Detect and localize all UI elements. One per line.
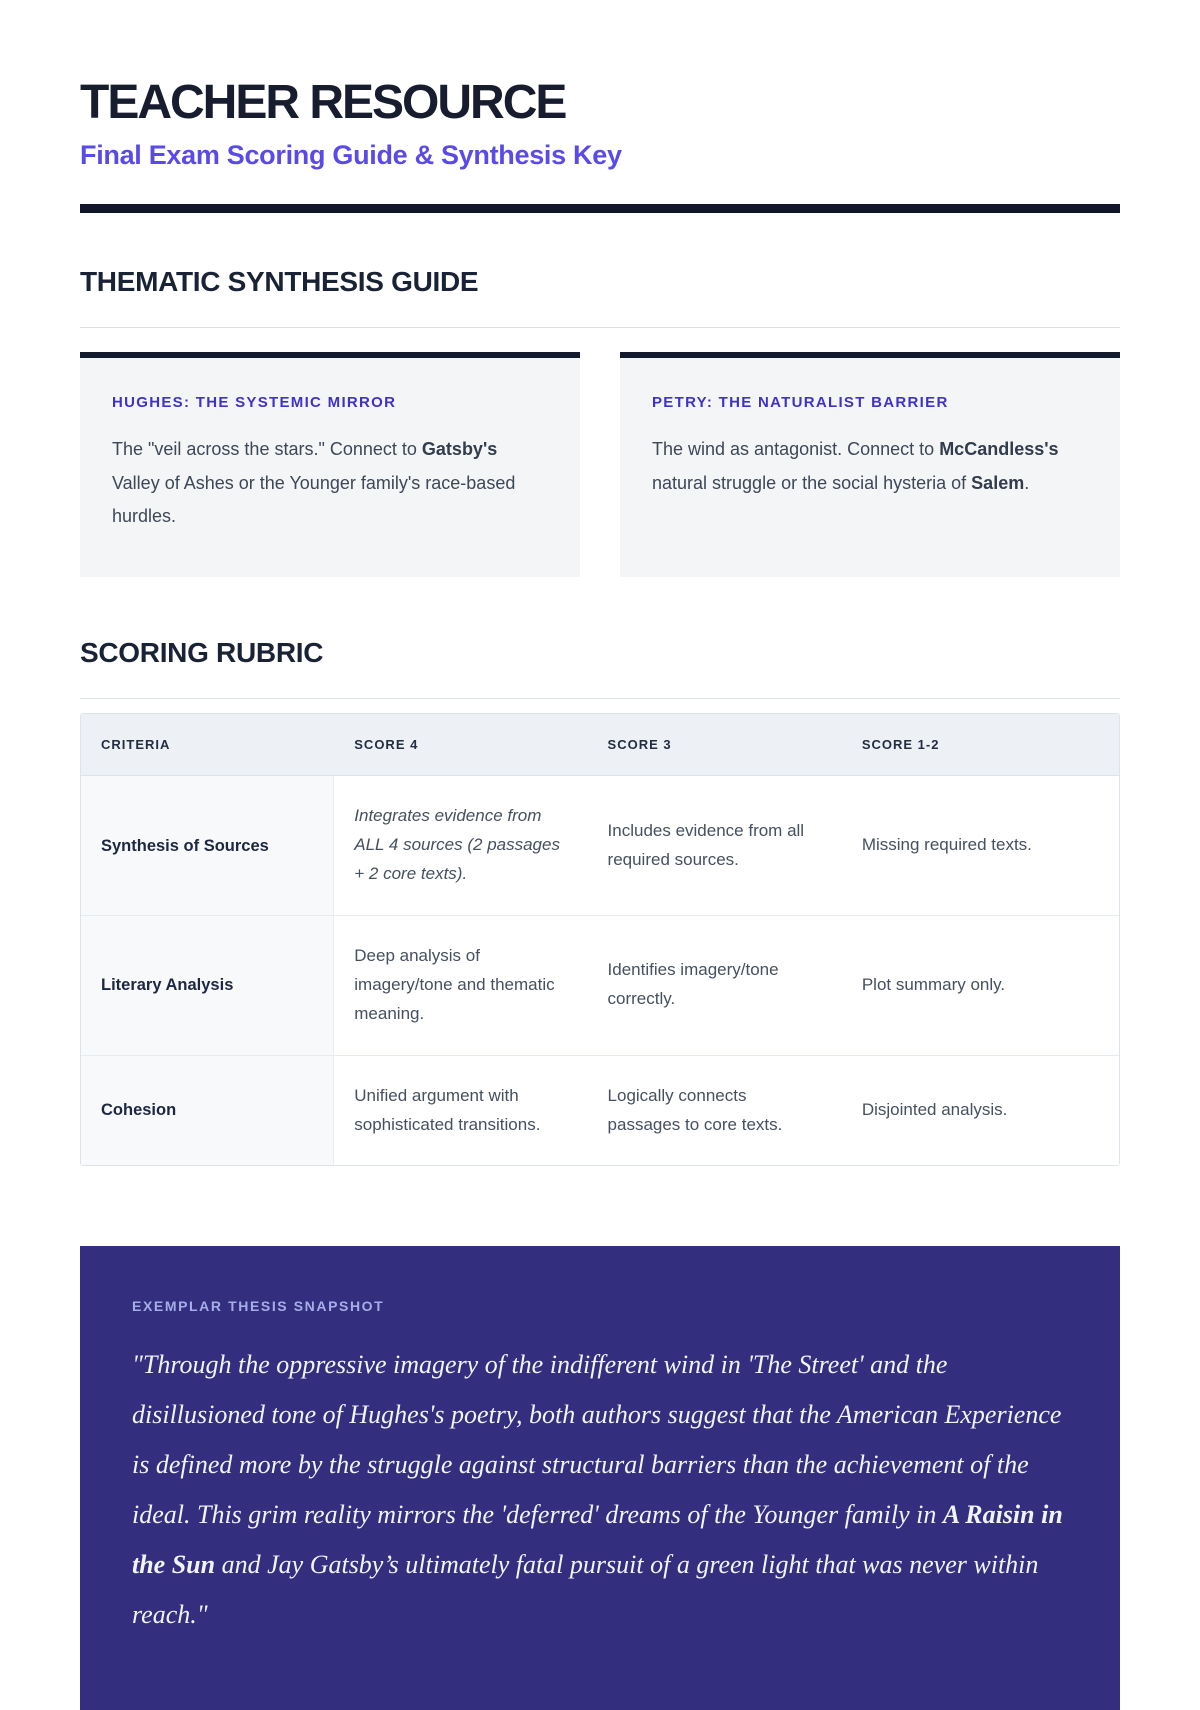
thematic-synthesis-section — [80, 266, 1120, 577]
rubric-row — [81, 915, 1119, 1055]
rubric-row — [81, 776, 1119, 915]
synthesis-section-heading: THEMATIC SYNTHESIS GUIDE — [80, 266, 1120, 328]
score-cell: Logically connects passages to core texts. — [588, 1055, 842, 1166]
document-header — [80, 0, 1120, 213]
criteria-cell: Literary Analysis — [81, 915, 334, 1055]
score-cell: Unified argument with sophisticated transitions. — [334, 1055, 587, 1166]
card-body: The wind as antagonist. Connect to McCandless's natural struggle or the social hysteria of Salem. — [652, 439, 1059, 493]
criteria-cell: Synthesis of Sources — [81, 776, 334, 915]
rubric-header-row — [81, 714, 1119, 776]
score-cell: Plot summary only. — [842, 915, 1119, 1055]
card-body: The "veil across the stars." Connect to Gatsby's Valley of Ashes or the Younger family's race-based hurdles. — [112, 439, 516, 526]
rubric-table — [80, 713, 1120, 1166]
score-cell: Missing required texts. — [842, 776, 1119, 915]
score-cell: Disjointed analysis. — [842, 1055, 1119, 1166]
header-divider — [80, 204, 1120, 213]
card-title: HUGHES: THE SYSTEMIC MIRROR — [112, 394, 397, 412]
card-title: PETRY: THE NATURALIST BARRIER — [652, 394, 949, 412]
synthesis-cards — [80, 352, 1120, 577]
score-cell: Deep analysis of imagery/tone and thematic meaning. — [334, 915, 587, 1055]
rubric-table-container — [80, 713, 1120, 1166]
rubric-row — [81, 1055, 1119, 1166]
page-title: TEACHER RESOURCE — [80, 76, 566, 129]
synthesis-card-hughes — [80, 352, 580, 577]
score-cell: Identifies imagery/tone correctly. — [588, 915, 842, 1055]
page-subtitle: Final Exam Scoring Guide & Synthesis Key — [80, 140, 622, 171]
column-header-criteria: CRITERIA — [81, 714, 334, 776]
score-cell: Integrates evidence from ALL 4 sources (2 passages + 2 core texts). — [334, 776, 587, 915]
document-page — [80, 0, 1120, 1710]
synthesis-card-petry — [620, 352, 1120, 577]
exemplar-quote: "Through the oppressive imagery of the indifferent wind in 'The Street' and the disillusioned tone of Hughes's poetry, both authors suggest that the American Experience is defined more by the struggle against structural barriers than the achievement of the ideal. This grim reality mirrors the 'deferred' dreams of the Younger family in A Raisin in the Sun and Jay Gatsby’s ultimately fatal pursuit of a green light that was never within reach." — [132, 1350, 1063, 1629]
score-cell: Includes evidence from all required sources. — [588, 776, 842, 915]
exemplar-thesis-panel — [80, 1246, 1120, 1709]
criteria-cell: Cohesion — [81, 1055, 334, 1166]
column-header-score4: SCORE 4 — [334, 714, 587, 776]
exemplar-label: EXEMPLAR THESIS SNAPSHOT — [132, 1298, 385, 1315]
rubric-section-heading: SCORING RUBRIC — [80, 637, 1120, 699]
column-header-score3: SCORE 3 — [588, 714, 842, 776]
scoring-rubric-section — [80, 637, 1120, 1166]
column-header-score12: SCORE 1-2 — [842, 714, 1119, 776]
